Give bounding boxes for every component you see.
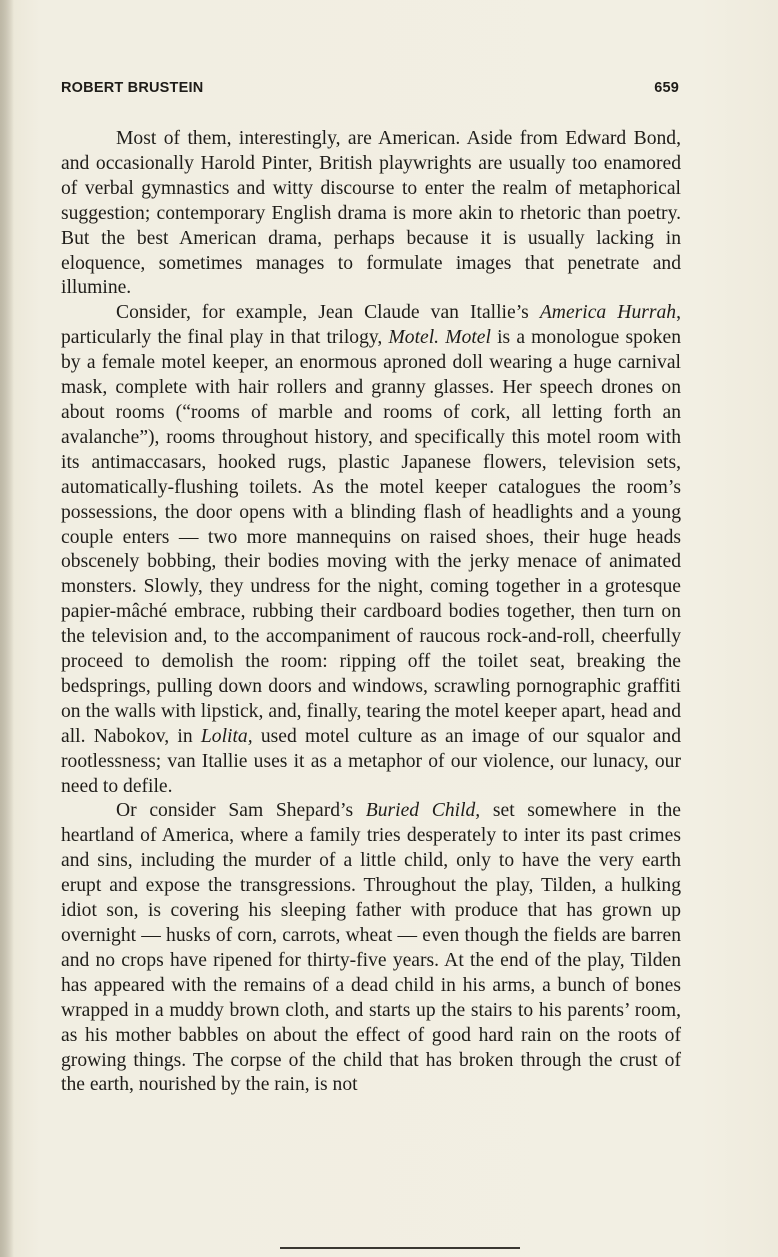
- text-segment: set somewhere in the heartland of America, where a family tries desperately to inter its past crimes and sins, including the murder of a little child, only to have the very earth erupt and expose the transgressions. Throughout the play, Tilden, a hulking idiot son, is covering his sleeping father with produce that has grown up overnight — husks of corn, carrots, wheat — even though the fields are barren and no crops have ripened for thirty-five years. At the end of the play, Tilden has appeared with the remains of a dead child in his arms, a bunch of bones wrapped in a muddy brown cloth, and starts up the stairs to his parents’ room, as his mother babbles on about the effect of good hard rain on the roots of growing things. The corpse of the child that has broken through the crust of the earth, nourished by the rain, is not: [61, 800, 681, 1096]
- running-head-author: ROBERT BRUSTEIN: [61, 80, 204, 96]
- text-segment: Consider, for example, Jean Claude van Itallie’s: [116, 302, 540, 324]
- text-segment: Or consider Sam Shepard’s: [116, 800, 366, 822]
- bottom-edge-rule: [280, 1247, 520, 1249]
- body-text: [61, 127, 681, 1098]
- paragraph: [61, 799, 681, 1098]
- text-segment: used motel culture as an image of our squalor and rootlessness; van Itallie uses it as a metaphor of our violence, our lunacy, our need to defile.: [61, 725, 681, 797]
- title-buried-child: Buried Child,: [365, 800, 481, 822]
- spine-shadow: [0, 0, 14, 1257]
- title-motel: Motel. Motel: [388, 327, 491, 349]
- text-segment: is a monologue spoken by a female motel keeper, an enormous aproned doll wearing a huge carnival mask, complete with hair rollers and granny glasses. Her speech drones on about rooms (“rooms of marble and rooms of cork, all letting forth an avalanche”), rooms throughout history, and specifically this motel room with its antimaccasars, hooked rugs, plastic Japanese flowers, television sets, automatically-flushing toilets. As the motel keeper catalogues the room’s possessions, the door opens with a blinding flash of headlights and a young couple enters — two more mannequins on raised shoes, their huge heads obscenely bobbing, their bodies moving with the jerky menace of animated monsters. Slowly, they undress for the night, coming together in a grotesque papier-mâché embrace, rubbing their cardboard bodies together, then turn on the television and, to the accompaniment of raucous rock-and-roll, cheerfully proceed to demolish the room: ripping off the toilet seat, breaking the bedsprings, pulling down doors and windows, scrawling pornographic graffiti on the walls with lipstick, and, finally, tearing the motel keeper apart, head and all. Nabokov, in: [61, 327, 682, 747]
- paragraph: [61, 301, 681, 799]
- title-america-hurrah: America Hurrah: [539, 302, 677, 324]
- text-segment: , particularly the final play in that trilogy,: [61, 302, 681, 349]
- text-segment: Most of them, interestingly, are American. Aside from Edward Bond, and occasionally Harold Pinter, British playwrights are usually too enamored of verbal gymnastics and witty discourse to enter the realm of metaphorical suggestion; contemporary English drama is more akin to rhetoric than poetry. But the best American drama, perhaps because it is usually lacking in eloquence, sometimes manages to formulate images that penetrate and illumine.: [61, 128, 681, 299]
- title-lolita: Lolita,: [200, 725, 253, 747]
- paragraph: [61, 127, 681, 301]
- page-number: 659: [654, 80, 679, 96]
- running-head: [61, 80, 681, 100]
